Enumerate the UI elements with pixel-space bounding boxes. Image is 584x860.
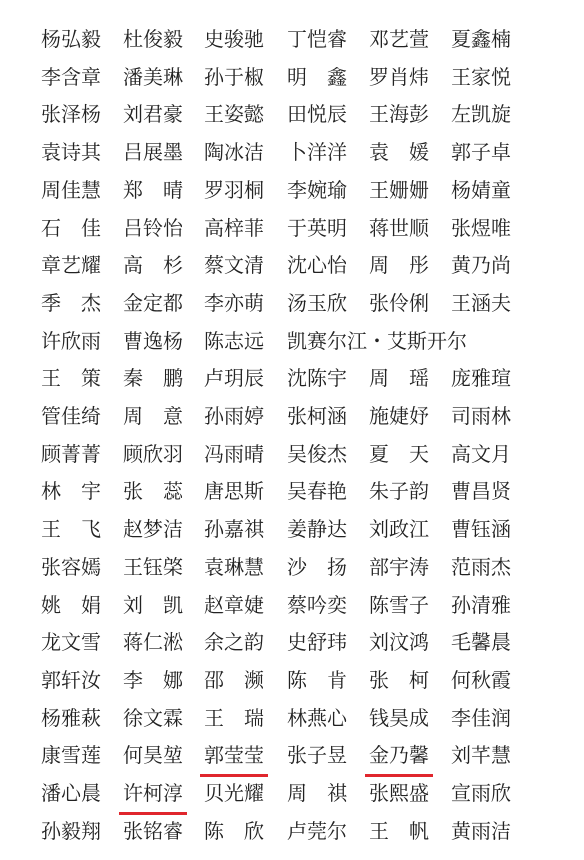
name-cell: 王 瑞 (204, 705, 264, 730)
name-row (0, 813, 584, 850)
name-cell: 孙于椒 (204, 64, 264, 89)
name-row (0, 737, 584, 774)
name-cell: 丁恺睿 (287, 27, 347, 51)
name-cell: 章艺耀 (41, 253, 101, 278)
name-cell: 陈志远 (204, 328, 264, 353)
name-cell: 顾菁菁 (41, 441, 101, 466)
name-cell: 张子昱 (287, 743, 347, 768)
name-cell: 刘政江 (369, 517, 429, 542)
name-cell: 李含章 (41, 64, 101, 89)
name-cell: 石 佳 (41, 215, 101, 240)
name-cell: 秦 鹏 (123, 366, 183, 391)
name-cell: 唐思斯 (204, 479, 264, 504)
name-cell: 余之韵 (204, 630, 264, 655)
name-cell: 吴俊杰 (287, 441, 347, 466)
name-cell: 司雨林 (451, 404, 511, 428)
name-cell: 杨弘毅 (41, 27, 101, 51)
name-row (0, 323, 584, 360)
name-cell: 孙嘉祺 (204, 517, 264, 542)
name-cell: 宣雨欣 (451, 781, 511, 805)
name-cell: 何昊堃 (123, 743, 183, 768)
name-row (0, 134, 584, 171)
name-row (0, 285, 584, 322)
name-cell: 张伶俐 (369, 290, 429, 315)
name-cell: 黄雨洁 (451, 818, 511, 843)
name-cell: 袁 媛 (369, 140, 429, 165)
name-cell: 蔡吟奕 (287, 592, 347, 617)
name-cell: 王钰棨 (123, 554, 183, 579)
name-cell: 何秋霞 (451, 667, 511, 692)
name-cell: 沈陈宇 (287, 366, 347, 391)
name-cell: 张煜唯 (451, 215, 511, 240)
name-cell: 王 帆 (369, 818, 429, 843)
name-cell: 陈 肯 (287, 667, 347, 692)
name-cell: 吕铃怡 (123, 215, 183, 240)
name-cell: 吴春艳 (287, 479, 347, 504)
name-cell: 邓艺萱 (369, 27, 429, 51)
name-cell: 李婉瑜 (287, 177, 347, 202)
name-cell: 潘美琳 (123, 64, 183, 89)
name-cell: 蒋世顺 (369, 215, 429, 240)
name-cell: 王 飞 (41, 517, 101, 542)
name-row (0, 624, 584, 661)
name-cell: 高梓菲 (204, 215, 264, 240)
name-cell: 于英明 (287, 215, 347, 240)
name-cell: 庞雅瑄 (451, 366, 511, 391)
name-cell: 明 鑫 (287, 64, 347, 89)
highlight-underline (200, 774, 268, 777)
name-cell: 潘心晨 (41, 781, 101, 805)
name-row (0, 511, 584, 548)
name-cell: 刘 凯 (123, 592, 183, 617)
name-cell: 周 意 (123, 404, 183, 428)
name-cell: 施婕妤 (369, 404, 429, 428)
name-cell: 汤玉欣 (287, 290, 347, 315)
highlight-underline (365, 774, 433, 777)
name-cell: 毛馨晨 (451, 630, 511, 655)
name-row (0, 700, 584, 737)
name-cell: 史舒玮 (287, 630, 347, 655)
name-cell: 卢莞尔 (287, 818, 347, 843)
name-cell: 张 蕊 (123, 479, 183, 504)
highlight-underline (119, 812, 187, 815)
name-cell: 许欣雨 (41, 328, 101, 353)
name-row (0, 473, 584, 510)
name-cell: 陈 欣 (204, 818, 264, 843)
name-cell: 蔡文清 (204, 253, 264, 278)
name-cell: 陶冰洁 (204, 140, 264, 165)
name-cell: 郭子卓 (451, 140, 511, 165)
name-cell: 许柯淳 (123, 781, 183, 805)
name-cell: 张铭睿 (123, 818, 183, 843)
name-cell: 蒋仁淞 (123, 630, 183, 655)
name-cell: 孙毅翔 (41, 818, 101, 843)
name-cell: 张 柯 (369, 667, 429, 692)
name-cell: 张容嫣 (41, 554, 101, 579)
name-cell: 杨婧童 (451, 177, 511, 202)
name-cell: 季 杰 (41, 290, 101, 315)
name-cell: 周 彤 (369, 253, 429, 278)
name-cell: 黄乃尚 (451, 253, 511, 278)
name-cell: 卜洋洋 (287, 140, 347, 165)
name-cell: 王 策 (41, 366, 101, 391)
name-cell: 管佳绮 (41, 404, 101, 428)
name-cell: 部宇涛 (369, 554, 429, 579)
name-cell: 王海彭 (369, 102, 429, 127)
name-cell: 钱昊成 (369, 705, 429, 730)
name-row (0, 662, 584, 699)
name-cell: 张柯涵 (287, 404, 347, 428)
name-cell: 金乃馨 (369, 743, 429, 768)
name-cell: 周 瑶 (369, 366, 429, 391)
name-cell: 曹昌贤 (451, 479, 511, 504)
name-cell: 卢玥辰 (204, 366, 264, 391)
name-cell: 邵 濒 (204, 667, 264, 692)
name-row (0, 172, 584, 209)
name-cell: 王涵夫 (451, 290, 511, 315)
name-cell: 孙雨婷 (204, 404, 264, 428)
name-cell: 陈雪子 (369, 592, 429, 617)
name-cell: 张泽杨 (41, 102, 101, 127)
name-row (0, 436, 584, 473)
name-row (0, 96, 584, 133)
name-cell: 史骏驰 (204, 27, 264, 51)
name-cell: 曹逸杨 (123, 328, 183, 353)
name-cell: 刘汶鸿 (369, 630, 429, 655)
name-row (0, 210, 584, 247)
name-cell: 杨雅萩 (41, 705, 101, 730)
name-row (0, 775, 584, 812)
name-cell: 夏 天 (369, 441, 429, 466)
name-cell: 吕展墨 (123, 140, 183, 165)
name-cell: 沈心怡 (287, 253, 347, 278)
name-cell: 罗肖炜 (369, 64, 429, 89)
name-cell: 沙 扬 (287, 554, 347, 579)
name-cell: 张熙盛 (369, 781, 429, 805)
name-cell: 朱子韵 (369, 479, 429, 504)
name-cell: 袁诗其 (41, 140, 101, 165)
name-cell: 高文月 (451, 441, 511, 466)
name-cell: 高 杉 (123, 253, 183, 278)
name-row (0, 587, 584, 624)
name-cell: 康雪莲 (41, 743, 101, 768)
name-cell: 周佳慧 (41, 177, 101, 202)
name-cell: 姜静达 (287, 517, 347, 542)
name-row (0, 59, 584, 96)
name-cell: 龙文雪 (41, 630, 101, 655)
name-cell: 刘芊慧 (451, 743, 511, 768)
name-row (0, 549, 584, 586)
name-cell: 田悦辰 (287, 102, 347, 127)
name-cell: 李 娜 (123, 667, 183, 692)
name-cell: 王姿懿 (204, 102, 264, 127)
name-cell: 李佳润 (451, 705, 511, 730)
name-cell: 赵梦洁 (123, 517, 183, 542)
name-cell: 贝光耀 (204, 781, 264, 805)
name-cell: 王家悦 (451, 64, 511, 89)
name-cell: 姚 娟 (41, 592, 101, 617)
name-cell: 郑 晴 (123, 177, 183, 202)
name-cell: 林燕心 (287, 705, 347, 730)
name-cell: 林 宇 (41, 479, 101, 504)
name-cell: 刘君豪 (123, 102, 183, 127)
name-cell: 曹钰涵 (451, 517, 511, 542)
name-cell: 郭莹莹 (204, 743, 264, 768)
name-row (0, 398, 584, 435)
name-cell: 范雨杰 (451, 554, 511, 579)
name-cell: 凯赛尔江・艾斯开尔 (287, 328, 467, 353)
name-cell: 左凯旋 (451, 102, 511, 127)
name-cell: 冯雨晴 (204, 441, 264, 466)
name-cell: 徐文霖 (123, 705, 183, 730)
name-cell: 袁琳慧 (204, 554, 264, 579)
name-cell: 郭轩汝 (41, 667, 101, 692)
name-row (0, 21, 584, 58)
name-cell: 顾欣羽 (123, 441, 183, 466)
name-cell: 赵章婕 (204, 592, 264, 617)
name-row (0, 360, 584, 397)
name-cell: 李亦萌 (204, 290, 264, 315)
name-cell: 孙清雅 (451, 592, 511, 617)
name-cell: 金定都 (123, 290, 183, 315)
name-row (0, 247, 584, 284)
name-cell: 杜俊毅 (123, 27, 183, 51)
name-cell: 周 祺 (287, 781, 347, 805)
name-cell: 罗羽桐 (204, 177, 264, 202)
name-cell: 夏鑫楠 (451, 27, 511, 51)
name-cell: 王姗姗 (369, 177, 429, 202)
